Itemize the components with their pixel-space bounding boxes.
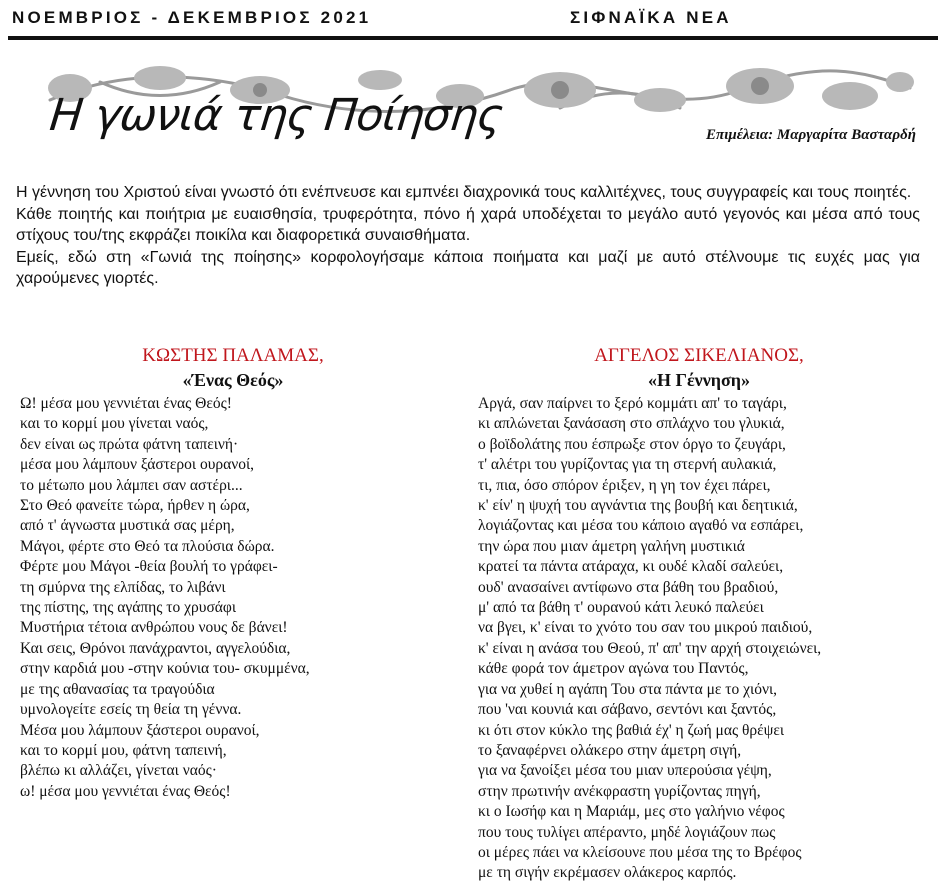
poem-line: Αργά, σαν παίρνει το ξερό κομμάτι απ' το ταγάρι, (478, 395, 787, 412)
poem-line: και το κορμί μου γίνεται ναός, (20, 415, 209, 433)
poem-line: Φέρτε μου Μάγοι -θεία βουλή το γράφει- (20, 558, 278, 576)
poem-line: με της αθανασίας τα τραγούδια (20, 680, 215, 698)
poem-line: Μυστήρια τέτοια ανθρώπου νους δε βάνει! (20, 619, 288, 637)
poem-line: κάθε φορά τον άμετρον αγώνα του Παντός, (478, 660, 749, 678)
curator-credit: Επιμέλεια: Μαργαρίτα Βασταρδή (706, 127, 916, 143)
newspaper-name: ΣΙΦΝΑΪΚΑ ΝΕΑ (570, 8, 732, 27)
poem-line: στην πρωτινήν ανέκφραστη γυρίζοντας πηγή, (478, 782, 761, 800)
poem-line: της πίστης, της αγάπης το χρυσάφι (20, 599, 237, 617)
poem-line: μέσα μου λάμπουν ξάστεροι ουρανοί, (20, 456, 255, 474)
poem-line: Μάγοι, φέρτε στο Θεό τα πλούσια δώρα. (20, 537, 275, 555)
poem-line: κι ότι στον κύκλο της βαθιά έχ' η ζωή μας θρέψει (478, 721, 785, 739)
poem-line: ουδ' ανασαίνει αντίφωνο στα βάθη του βραδιού, (478, 578, 779, 596)
intro-paragraph: Εμείς, εδώ στη «Γωνιά της ποίησης» κορφολογήσαμε κάποια ποιήματα και μαζί με αυτό στέλνουμε τις ευχές μας για χαρούμενες γιορτές. (16, 248, 920, 287)
poem-line: κι ο Ιωσήφ και η Μαριάμ, μες στο γαλήνιο νέφος (478, 803, 785, 821)
poem-lines (18, 394, 448, 802)
poem-sikelianos (474, 344, 924, 884)
page-header (0, 0, 938, 40)
poem-line: με τη σιγήν εκρέμασεν ολάκερος καρπός. (478, 864, 737, 882)
poem-line: ο βοϊδολάτης που έσπρωξε στον όργο το ζευγάρι, (478, 435, 786, 453)
poem-line: κι απλώνεται ξανάσαση στο σπλάχνο του γλυκιά, (478, 415, 785, 433)
poem-line: Ω! μέσα μου γεννιέται ένας Θεός! (20, 395, 232, 412)
poem-line: και το κορμί μου, φάτνη ταπεινή, (20, 741, 227, 759)
poem-lines (474, 394, 924, 884)
poem-line: Στο Θεό φανείτε τώρα, ήρθεν η ώρα, (20, 497, 250, 515)
poet-name: ΑΓΓΕΛΟΣ ΣΙΚΕΛΙΑΝΟΣ, (594, 345, 804, 366)
poem-line: στην καρδιά μου -στην κούνια του- σκυμμένα, (20, 660, 310, 678)
intro-paragraph: Η γέννηση του Χριστού είναι γνωστό ότι ενέπνευσε και εμπνέει διαχρονικά τους καλλιτέχνες, τους συγγραφείς και τους ποιητές. (16, 184, 912, 201)
poem-line: οι μέρες πάει να κλείσουνε που μέσα της το Βρέφος (478, 843, 802, 861)
poem-line: το ξαναφέρνει ολάκερο στην άμετρη σιγή, (478, 741, 742, 759)
poem-line: για να χυθεί η αγάπη Του στα πάντα με το χιόνι, (478, 680, 778, 698)
poem-line: από τ' άγνωστα μυστικά σας μέρη, (20, 517, 235, 535)
poem-line: για να ξανοίξει μέσα του μιαν υπερούσια γέψη, (478, 762, 772, 780)
poem-line: μ' από τα βάθη τ' ουρανού κάτι λευκό παλεύει (478, 599, 764, 617)
poem-line: τ' αλέτρι του γυρίζοντας για τη στερνή αυλακιά, (478, 456, 777, 474)
poem-line: που 'ναι κουνιά και σάβανο, σεντόνι και ξαντός, (478, 701, 777, 719)
poet-name: ΚΩΣΤΗΣ ΠΑΛΑΜΑΣ, (142, 345, 324, 366)
poem-palamas (18, 344, 448, 802)
poem-line: κ' είν' η ψυχή του αγνάντια της βουβή και δεητικιά, (478, 497, 798, 515)
poem-line: βλέπω κι αλλάζει, γίνεται ναός· (20, 762, 217, 780)
poem-line: που τους τυλίγει απέραντο, μηδέ λογιάζουν πως (478, 823, 776, 841)
poem-line: Και σεις, Θρόνοι πανάχραντοι, αγγελούδια, (20, 639, 291, 657)
poem-line: δεν είναι ως πρώτα φάτνη ταπεινή· (20, 435, 239, 453)
poem-line: την ώρα που μιαν άμετρη γαλήνη μυστικιά (478, 537, 745, 555)
issue-date: ΝΟΕΜΒΡΙΟΣ - ΔΕΚΕΜΒΡΙΟΣ 2021 (12, 8, 372, 27)
poem-line: το μέτωπο μου λάμπει σαν αστέρι... (20, 476, 243, 494)
poem-line: τι, πια, όσο σπόρον έριξεν, η γη τον έχει πάρει, (478, 476, 771, 494)
poem-line: τη σμύρνα της ελπίδας, το λιβάνι (20, 578, 226, 596)
poem-line: λογιάζοντας και μέσα του κάποιο αγαθό να εσπάρει, (478, 517, 804, 535)
poem-title: «Ένας Θεός» (182, 370, 284, 390)
intro-text (16, 182, 920, 290)
poem-line: κ' είναι η ανάσα του Θεού, π' απ' την αρχή στοιχειώνει, (478, 639, 822, 657)
intro-paragraph: Κάθε ποιητής και ποιήτρια με ευαισθησία, τρυφερότητα, πόνο ή χαρά υποδέχεται το μεγάλο αυτό γεγονός και μέσα από τους στίχους του/της εκφράζει ποικίλα και διαφορετικά συναισθήματα. (16, 205, 920, 244)
poem-line: κρατεί τα πάντα ατάραχα, κι ουδέ κλαδί σαλεύει, (478, 558, 784, 576)
poem-line: Μέσα μου λάμπουν ξάστεροι ουρανοί, (20, 721, 260, 739)
poem-line: ω! μέσα μου γεννιέται ένας Θεός! (20, 782, 231, 800)
header-rule (8, 36, 938, 40)
poem-line: να βγει, κ' είναι το χνότο του σαν του μικρού παιδιού, (478, 619, 813, 637)
poem-line: υμνολογείτε εσείς τη θεία τη γέννα. (20, 701, 242, 719)
section-title: Η γωνιά της Ποίησης (47, 90, 505, 141)
poem-title: «Η Γέννηση» (648, 370, 750, 390)
